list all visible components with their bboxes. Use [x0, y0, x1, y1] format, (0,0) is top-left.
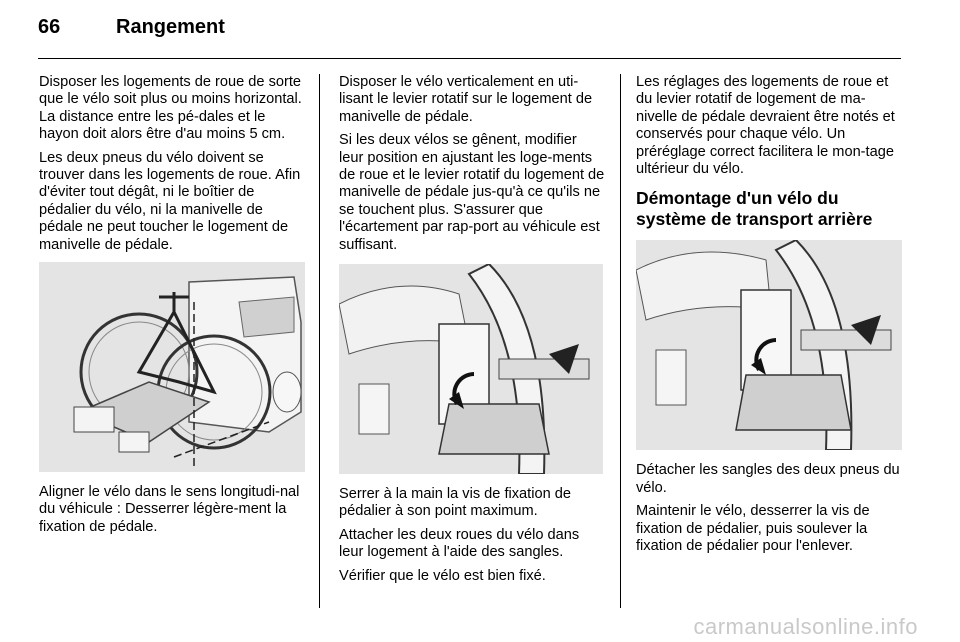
column-2: [339, 74, 605, 591]
paragraph: Disposer les logements de roue de sorte que le vélo soit plus ou moins horizontal. La distance entre les pé-dales et le hayon doit alors être d'au moins 5 cm.: [39, 74, 302, 143]
section-heading: Démontage d'un vélo du système de transport arrière: [636, 188, 873, 230]
paragraph: Détacher les sangles des deux pneus du vélo.: [636, 462, 900, 496]
paragraph: Disposer le vélo verticalement en uti-lisant le levier rotatif sur le logement de manivelle de pédale.: [339, 74, 593, 125]
paragraph: Maintenir le vélo, desserrer la vis de fixation de pédalier, puis soulever la fixation de pédalier pour l'enlever.: [636, 503, 870, 555]
page-title: Rangement: [116, 16, 225, 38]
column-separator: [620, 74, 621, 608]
header-rule: [38, 58, 901, 59]
paragraph: Vérifier que le vélo est bien fixé.: [339, 567, 546, 584]
paragraph: Si les deux vélos se gênent, modifier leur position en ajustant les loge-ments de roue et le levier rotatif du logement de manivelle de pédale jus-qu'à ce qu'ils ne se touchent plus. S'assurer que l'écartement par rap-port au véhicule est suffisant.: [339, 132, 605, 253]
column-1: [39, 74, 307, 542]
pedal-release-illustration: [636, 240, 902, 450]
page-number: 66: [38, 16, 61, 38]
paragraph: Serrer à la main la vis de fixation de pédalier à son point maximum.: [339, 486, 571, 520]
watermark: carmanualsonline.info: [693, 614, 918, 639]
paragraph: Aligner le vélo dans le sens longitudi-nal du véhicule : Desserrer légère-ment la fixation de pédale.: [39, 484, 300, 535]
paragraph: Attacher les deux roues du vélo dans leur logement à l'aide des sangles.: [339, 526, 580, 561]
pedal-mount-illustration: [339, 264, 603, 474]
column-separator: [319, 74, 320, 608]
column-3: [636, 74, 904, 561]
paragraph: Les deux pneus du vélo doivent se trouver dans les logements de roue. Afin d'éviter tout dégât, ni le boîtier de pédalier du vélo, ni la manivelle de pédale ne peut toucher le logement de manivelle de pédale.: [39, 149, 301, 253]
bike-carrier-illustration: [39, 262, 305, 472]
paragraph: Les réglages des logements de roue et du levier rotatif de logement de ma-nivelle de pédale devraient être notés et conservés pour chaque vélo. Un préréglage correct facilitera le mon-tage ultérieur du vélo.: [636, 74, 895, 178]
